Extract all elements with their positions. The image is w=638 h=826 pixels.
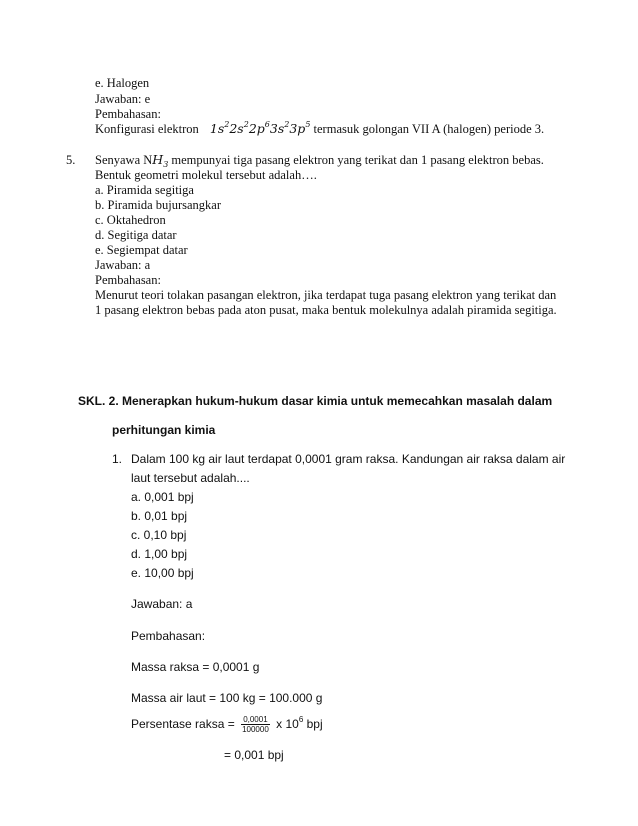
- option-b: b. 0,01 bpj: [131, 509, 188, 523]
- config-prefix: Konfigurasi elektron: [95, 122, 199, 136]
- question-text-line-2: laut tersebut adalah....: [131, 471, 250, 485]
- question-number: 5.: [66, 153, 76, 167]
- fraction-numerator: 0,0001: [241, 715, 270, 725]
- explanation-label: Pembahasan:: [95, 273, 161, 287]
- skl-title-line-1: SKL. 2. Menerapkan hukum-hukum dasar kimia untuk memecahkan masalah dalam: [78, 394, 553, 408]
- option-a: a. Piramida segitiga: [95, 183, 194, 197]
- question-text-line-1: Dalam 100 kg air laut terdapat 0,0001 gram raksa. Kandungan air raksa dalam air: [131, 452, 566, 466]
- option-b: b. Piramida bujursangkar: [95, 198, 222, 212]
- option-e-halogen: e. Halogen: [95, 76, 150, 90]
- option-a: a. 0,001 bpj: [131, 490, 194, 504]
- option-e: e. Segiempat datar: [95, 243, 188, 257]
- percentage-unit: bpj: [303, 716, 323, 731]
- result-line: = 0,001 bpj: [224, 748, 284, 762]
- explanation-label: Pembahasan:: [131, 629, 206, 643]
- option-d: d. Segitiga datar: [95, 228, 177, 242]
- electron-configuration-line: [95, 120, 545, 136]
- skl-title-line-2: perhitungan kimia: [112, 423, 216, 437]
- mass-air-line: Massa air laut = 100 kg = 100.000 g: [131, 691, 323, 705]
- fraction-denominator: 100000: [242, 725, 269, 735]
- mass-raksa-line: Massa raksa = 0,0001 g: [131, 660, 260, 674]
- percentage-label: Persentase raksa =: [131, 716, 235, 731]
- question-number: 1.: [112, 452, 123, 466]
- option-d: d. 1,00 bpj: [131, 547, 188, 561]
- question-text-line-1: [95, 154, 544, 167]
- fraction: [241, 715, 270, 734]
- question-text-line-2: Bentuk geometri molekul tersebut adalah….: [95, 168, 317, 182]
- explanation-label: Pembahasan:: [95, 107, 161, 121]
- explanation-line-1: Menurut teori tolakan pasangan elektron, jika terdapat tuga pasang elektron yang terikat dan: [95, 288, 557, 302]
- answer-line: Jawaban: a: [95, 258, 151, 272]
- multiplier-exponent: 6: [298, 714, 304, 724]
- option-e: e. 10,00 bpj: [131, 566, 194, 580]
- answer-line: Jawaban: e: [95, 92, 151, 106]
- percentage-formula-line: [131, 715, 323, 734]
- option-c: c. Oktahedron: [95, 213, 166, 227]
- nh3-formula: $H_3$: [152, 152, 169, 169]
- answer-line: Jawaban: a: [131, 597, 193, 611]
- question-text-a: Senyawa N: [95, 153, 153, 167]
- option-c: c. 0,10 bpj: [131, 528, 187, 542]
- question-text-b: mempunyai tiga pasang elektron yang terikat dan 1 pasang elektron bebas.: [171, 153, 544, 167]
- explanation-line-2: 1 pasang elektron bebas pada aton pusat, maka bentuk molekulnya adalah piramida segitiga.: [95, 303, 557, 317]
- config-suffix: termasuk golongan VII A (halogen) periode 3.: [313, 122, 545, 136]
- multiplier: x 10: [276, 716, 299, 731]
- electron-configuration-formula: $1s^22s^22p^63s^23p^5$: [201, 120, 311, 136]
